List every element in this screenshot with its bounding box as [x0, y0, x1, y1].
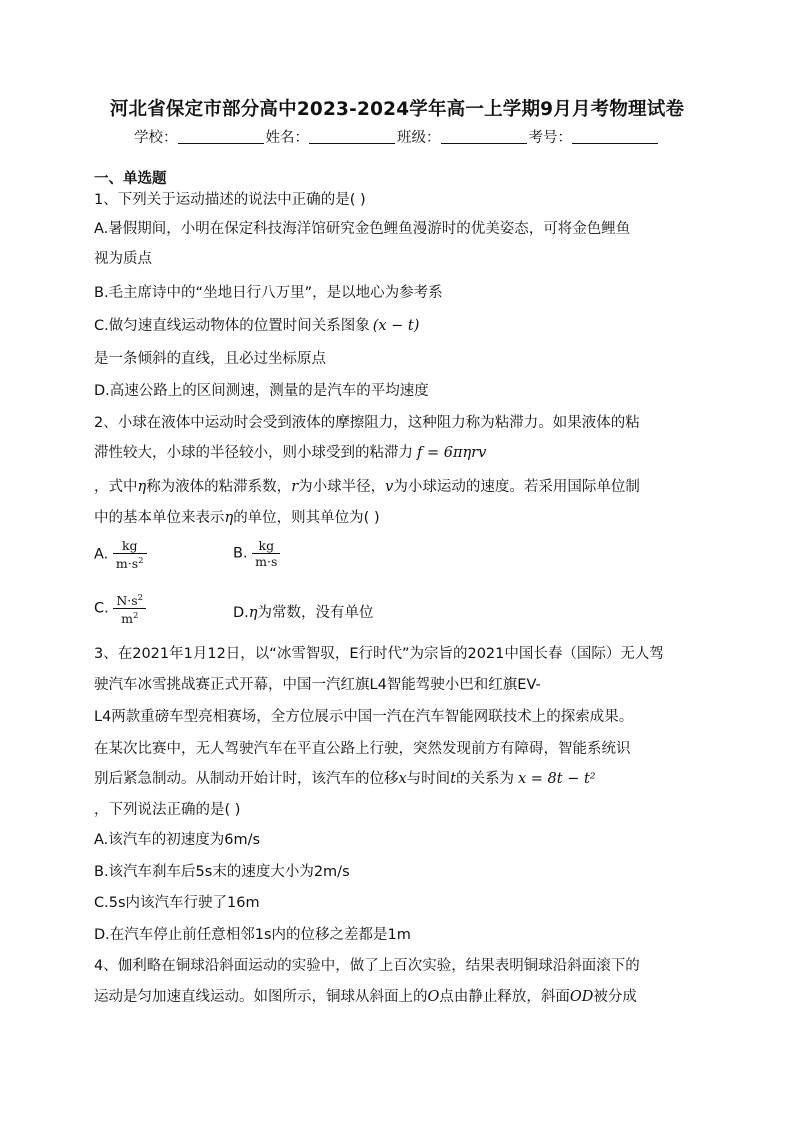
number-label: 考号： [528, 130, 572, 146]
t-symbol: t [450, 771, 457, 787]
exam-title: 河北省保定市部分高中2023-2024学年高一上学期9月月考物理试卷 [109, 99, 685, 120]
numerator: kg [113, 538, 147, 554]
denominator-base: m [121, 611, 133, 626]
school-blank[interactable] [178, 129, 264, 144]
numerator-base: N·s [116, 593, 138, 608]
q1-option-b: B.毛主席诗中的“坐地日行八万里”，是以地心为参考系 [94, 285, 443, 301]
q3-line-5a: 别后紧急制动。从制动开始计时，该汽车的位移 [94, 771, 399, 787]
q4-line-2a: 运动是匀加速直线运动。如图所示，铜球从斜面上的 [94, 989, 428, 1005]
q2-line-3c: 为小球半径， [298, 479, 386, 495]
q2-line-4b: 的单位，则其单位为( ) [233, 510, 380, 526]
q1-option-c-text: C.做匀速直线运动物体的位置时间关系图象 [94, 318, 370, 334]
q1-option-a-cont: 视为质点 [94, 251, 152, 267]
eta-symbol: η [248, 605, 258, 621]
fraction [252, 538, 280, 569]
q4-line-2b: 点由静止释放，斜面 [439, 989, 570, 1005]
school-label: 学校： [134, 130, 178, 146]
q2-option-a [94, 538, 147, 571]
q1-option-d: D.高速公路上的区间测速，测量的是汽车的平均速度 [94, 383, 429, 399]
exponent: 2 [132, 611, 139, 621]
q4-line-2 [94, 987, 704, 1007]
numerator [113, 591, 146, 609]
denominator: m·s [255, 554, 278, 569]
O-symbol: O [427, 989, 440, 1005]
q3-line-4: 在某次比赛中，无人驾驶汽车在平直公路上行驶，突然发现前方有障碍，智能系统识 [94, 741, 631, 757]
class-blank[interactable] [441, 129, 527, 144]
q3-line-5 [94, 769, 704, 789]
option-text: 为常数，没有单位 [257, 605, 374, 621]
eta-symbol: η [224, 510, 234, 526]
q2-line-2-text: 滞性较大，小球的半径较小，则小球受到的粘滞力 [94, 445, 413, 461]
q2-option-d [233, 601, 373, 622]
r-symbol: r [291, 479, 299, 495]
denominator [113, 554, 147, 571]
fraction [113, 591, 146, 626]
option-label: D. [233, 605, 249, 621]
number-blank[interactable] [572, 129, 658, 144]
option-label: C. [94, 600, 109, 617]
q2-line-3a: ，式中 [94, 479, 138, 495]
q2-line-2 [94, 443, 704, 463]
option-label: A. [94, 546, 109, 563]
name-label: 姓名： [265, 130, 309, 146]
q3-line-3: L4两款重磅车型亮相赛场，全方位展示中国一汽在汽车智能网联技术上的探索成果。 [94, 709, 634, 725]
q3-option-b: B.该汽车刹车后5s末的速度大小为2m/s [94, 864, 350, 880]
q2-option-c [94, 591, 146, 626]
option-label: B. [233, 545, 248, 562]
q2-option-b [233, 538, 280, 569]
q3-line-6: ，下列说法正确的是( ) [94, 802, 241, 818]
q1-option-a: A.暑假期间，小明在保定科技海洋馆研究金色鲤鱼漫游时的优美姿态，可将金色鲤鱼 [94, 221, 631, 237]
q3-line-5c: 的关系为 [456, 771, 515, 787]
q3-line-1: 3、在2021年1月12日，以“冰雪智驭，E行时代”为宗旨的2021中国长春（国际）无人驾 [94, 646, 664, 662]
q1-stem: 1、下列关于运动描述的说法中正确的是( ) [94, 192, 366, 208]
q4-line-2c: 被分成 [593, 989, 637, 1005]
section-heading: 一、单选题 [94, 171, 167, 187]
class-label: 班级： [397, 130, 441, 146]
q3-option-c: C.5s内该汽车行驶了16m [94, 895, 260, 911]
denominator-base: m·s [115, 556, 139, 571]
q4-line-1: 4、伽利略在铜球沿斜面运动的实验中，做了上百次实验，结果表明铜球沿斜面滚下的 [94, 958, 640, 974]
eta-symbol: η [137, 479, 147, 495]
q3-option-d: D.在汽车停止前任意相邻1s内的位移之差都是1m [94, 927, 411, 943]
fraction [113, 538, 147, 571]
q2-formula: f = 6πηrv [417, 445, 487, 461]
q2-line-4 [94, 508, 704, 528]
denominator [113, 609, 146, 626]
q1-option-c [94, 316, 704, 336]
name-blank[interactable] [309, 129, 395, 144]
q1-option-c-math: (x − t) [372, 318, 420, 334]
q1-option-c-cont: 是一条倾斜的直线，且必过坐标原点 [94, 351, 326, 367]
numerator: kg [252, 538, 280, 554]
q2-line-3d: 为小球运动的速度。若采用国际单位制 [393, 479, 640, 495]
x-symbol: x [398, 771, 407, 787]
q2-line-1: 2、小球在液体中运动时会受到液体的摩擦阻力，这种阻力称为粘滞力。如果液体的粘 [94, 415, 640, 431]
q3-line-2: 驶汽车冰雪挑战赛正式开幕，中国一汽红旗L4智能驾驶小巴和红旗EV- [94, 677, 541, 693]
q3-option-a: A.该汽车的初速度为6m/s [94, 832, 261, 848]
exponent: 2 [138, 556, 144, 566]
student-info-line [0, 126, 794, 147]
q3-formula: x = 8t − t² [518, 771, 596, 787]
q2-line-3 [94, 477, 704, 497]
q2-line-3b: 称为液体的粘滞系数， [146, 479, 292, 495]
OD-symbol: OD [569, 989, 594, 1005]
q2-line-4a: 中的基本单位来表示 [94, 510, 225, 526]
q3-line-5b: 与时间 [406, 771, 451, 787]
exponent: 2 [137, 593, 144, 603]
v-symbol: v [385, 479, 394, 495]
